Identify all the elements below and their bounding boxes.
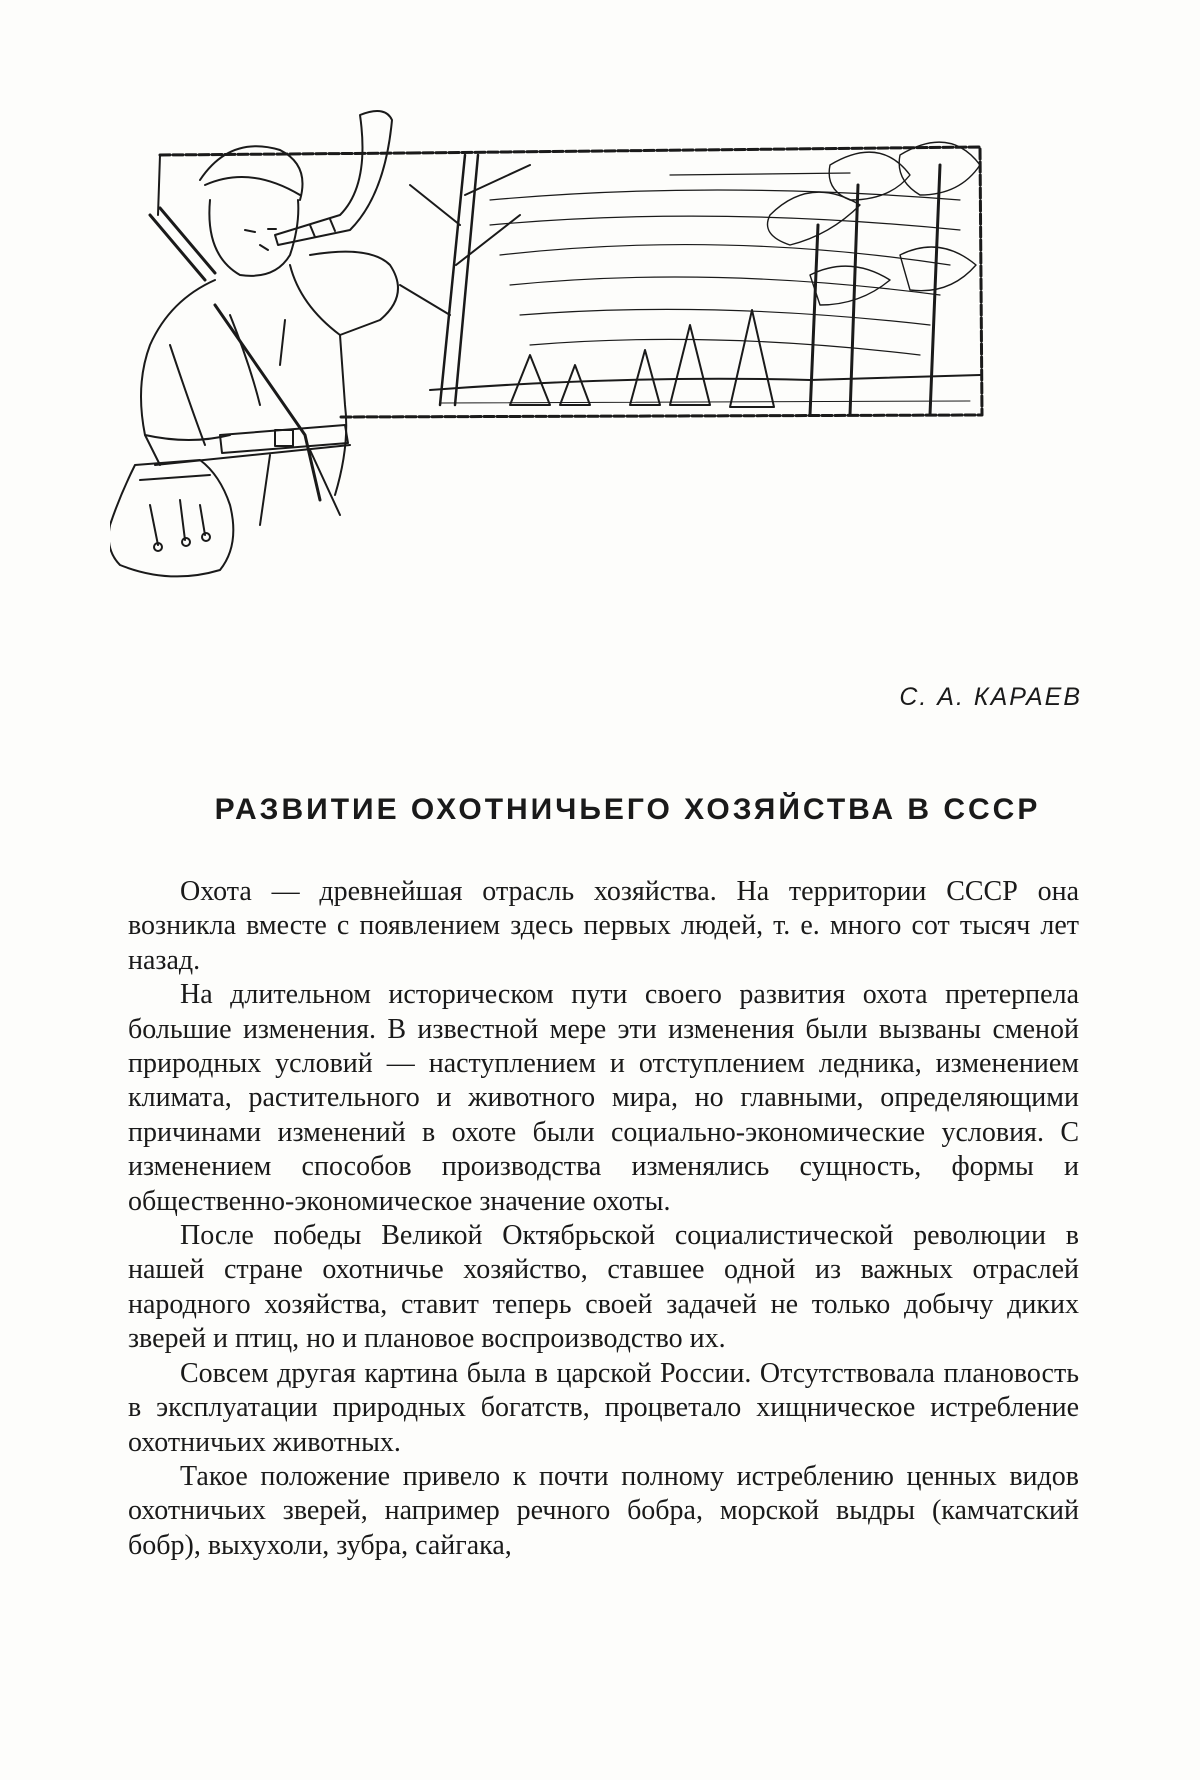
- paragraph: Совсем другая картина была в царской России. Отсутствовала плановость в эксплуатации природных богатств, процветало хищническое истребление охотничьих животных.: [128, 1357, 1079, 1458]
- paragraph: После победы Великой Октябрьской социалистической революции в нашей стране охотничье хозяйство, ставшее одной из важных отраслей народного хозяйства, ставит теперь своей задачей не только добычу диких зверей и птиц, но и плановое воспроизводство их.: [128, 1220, 1079, 1355]
- article-title: РАЗВИТИЕ ОХОТНИЧЬЕГО ХОЗЯЙСТВА В СССР: [214, 793, 1041, 826]
- author-name: С. А. КАРАЕВ: [899, 683, 1082, 711]
- paragraph: Такое положение привело к почти полному истреблению ценных видов охотничьих зверей, например речного бобра, морской выдры (камчатский бобр), выхухоли, зубра, сайгака,: [128, 1460, 1079, 1561]
- article-body: [128, 875, 1079, 1563]
- paragraph: Охота — древнейшая отрасль хозяйства. На территории СССР она возникла вместе с появлением здесь первых людей, т. е. много сот тысяч лет назад.: [128, 876, 1079, 976]
- paragraph: На длительном историческом пути своего развития охота претерпела большие изменения. В известной мере эти изменения были вызваны сменой природных условий — наступлением и отступлением ледника, изменением климата, растительного и животного мира, но главными, определяющими причинами изменений в охоте были социально-экономические условия. С изменением способов производства изменялись сущность, формы и общественно-экономическое значение охоты.: [128, 979, 1079, 1217]
- hunter-illustration: [110, 105, 1090, 650]
